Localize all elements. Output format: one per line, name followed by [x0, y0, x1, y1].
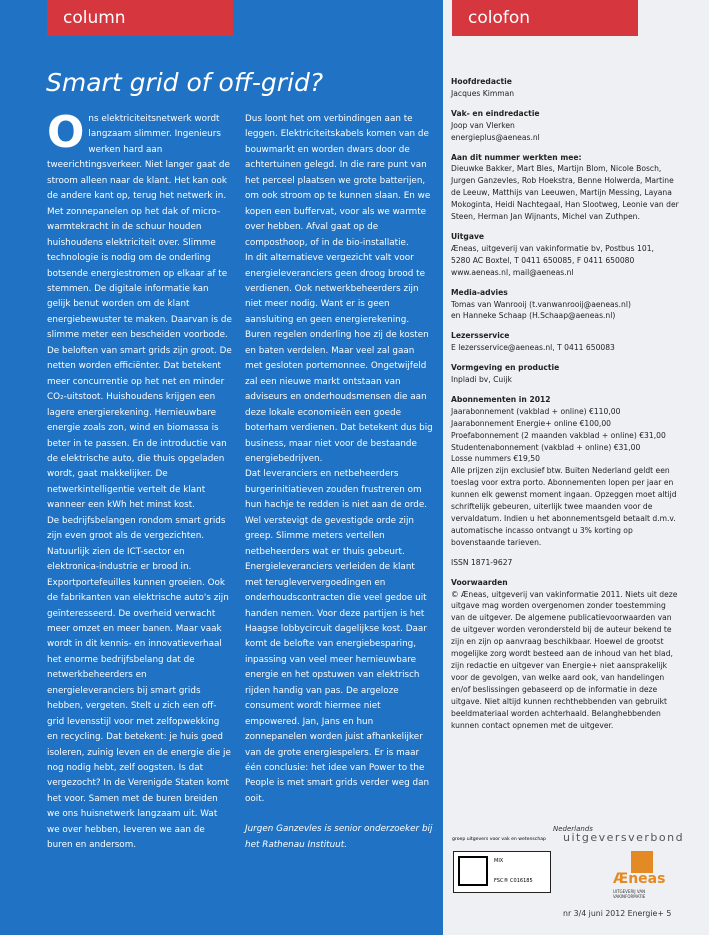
logo-text: groep uitgevers voor vak en wetenschap	[452, 837, 546, 842]
colofon-heading: Hoofdredactie	[451, 77, 512, 86]
colofon-line: Losse nummers €19,50	[451, 454, 540, 464]
logo-text: Æneas	[613, 871, 666, 887]
column-tab: column	[47, 0, 233, 36]
colofon-line: energieplus@aeneas.nl	[451, 132, 540, 142]
colofon-line: Inpladi bv, Cuijk	[451, 375, 512, 385]
colofon-section	[451, 76, 681, 100]
colofon-line: Jaarabonnement Energie+ online €100,00	[451, 418, 611, 428]
colofon-tab: colofon	[452, 0, 638, 36]
colofon-section	[451, 231, 681, 279]
article-column-2	[245, 112, 433, 853]
colofon-line: Joop van Vlerken	[451, 120, 515, 130]
paragraph	[47, 107, 232, 344]
page-footer: nr 3/4 juni 2012 Energie+ 5	[563, 909, 672, 918]
colofon-line: Tomas van Wanrooij (t.vanwanrooij@aeneas.nl)	[451, 299, 631, 309]
author-signature: Jurgen Ganzevles is senior onderzoeker bij het Rathenau Instituut.	[245, 824, 433, 850]
colofon-heading: Vak- en eindredactie	[451, 108, 540, 118]
colofon-line: ISSN 1871-9627	[451, 557, 513, 567]
colofon-heading: Media-advies	[451, 287, 508, 297]
colofon-section	[451, 287, 681, 323]
logo-text: UITGEVERIJ VAN VAKINFORMATIE	[613, 889, 646, 899]
aeneas-icon	[631, 851, 653, 873]
article-column-1	[47, 107, 232, 854]
colofon-heading: Abonnementen in 2012	[451, 394, 551, 404]
colofon-line: Æneas, uitgeverij van vakinformatie bv, Postbus 101,	[451, 243, 654, 253]
colofon-line: Jaarabonnement (vakblad + online) €110,00	[451, 406, 621, 416]
paragraph: De beloften van smart grids zijn groot. De netten worden efficiënter. Dat betekent meer concurrentie op het net en minder CO₂-uitstoot. Huishoudens krijgen een lagere energierekening. Hernieuwbare energie zoals zon, wind en biomassa is beter in te passen. En de introductie van de elektrische auto, die thuis opgeladen wordt, gaat makkelijker. De netwerkintelligentie vertelt de klant wanneer een kWh het minst kost.	[47, 345, 232, 511]
paragraph: Dus loont het om verbindingen aan te leggen. Elektriciteitskabels komen van de bouwmarkt en worden dwars door de achtertuinen gelegd. In die rare punt van het perceel plaatsen we grote batterijen, om ook stroom op te kunnen slaan. En we kopen een buffervat, voor als we warmte over hebben. Afval gaat op de composthoop, of in de bio-installatie.	[245, 114, 431, 248]
logo-text: MIX	[494, 858, 504, 864]
colofon-line: Proefabonnement (2 maanden vakblad + online) €31,00	[451, 430, 666, 440]
logo-text: uitgeversverbond	[563, 831, 685, 844]
colofon-section	[451, 362, 681, 386]
colofon-line: Alle prijzen zijn exclusief btw. Buiten Nederland geldt een toeslag voor extra porto. Abonnementen lopen per jaar en kunnen elk gewenst moment ingaan. Opzeggen moet altijd schriftelijk gebeuren, uiterlijk twee maanden voor de vervaldatum. Indien u het abonnementsgeld betaalt d.m.v. automatische incasso ontvangt u 3% korting op bovenstaande tarieven.	[451, 466, 677, 547]
drop-cap: O	[47, 107, 85, 158]
colofon-line: en Hanneke Schaap (H.Schaap@aeneas.nl)	[451, 311, 616, 321]
colofon-heading: Uitgave	[451, 231, 485, 241]
colofon-line: www.aeneas.nl, mail@aeneas.nl	[451, 267, 574, 277]
colofon-section	[451, 330, 681, 354]
paragraph: Dat leveranciers en netbeheerders burgerinitiatieven zouden frustreren om hun hachje te redden is niet aan de orde. Wel verstevigt de gevestigde orde zijn greep. Slimme meters vertellen netbeheerders wat er thuis gebeurt. Energieleveranciers verleiden de klant met terugleververgoedingen en onderhoudscontracten die veel gedoe uit handen nemen. Voor deze partijen is het Haagse lobbycircuit dagelijkse kost. Daar komt de belofte van energiebesparing, inpassing van veel meer hernieuwbare energie en het opstuwen van elektrisch rijden handig van pas. De argeloze consument wordt hiermee niet empowered. Jan, Jans en hun zonnepanelen worden juist afhankelijker van de grote energiespelers. Er is maar één conclusie: het idee van Power to the People is met smart grids verder weg dan ooit.	[245, 469, 430, 804]
colofon-line: 5280 AC Boxtel, T 0411 650085, F 0411 650080	[451, 255, 635, 265]
colofon-line: Jacques Kimman	[451, 88, 515, 98]
colofon-section	[451, 557, 681, 569]
paragraph: In dit alternatieve vergezicht valt voor energieleveranciers geen droog brood te verdienen. Ook netwerkbeheerders zijn niet meer nodig. Want er is geen aansluiting en geen energierekening. Buren regelen onderling hoe zij de kosten en baten verdelen. Maar veel zal gaan met gesloten portemonnee. Ongetwijfeld zal een nieuwe markt ontstaan van adviseurs en onderhoudsmensen die aan deze lokale economieën een goede boterham verdienen. Dat betekent dus big business, maar niet voor de bestaande energiebedrijven.	[245, 253, 433, 464]
aeneas-logo	[613, 851, 673, 899]
colofon-list	[451, 76, 681, 739]
colofon-heading: Vormgeving en productie	[451, 363, 560, 373]
colofon-section	[451, 577, 681, 732]
colofon-section	[451, 394, 681, 549]
colofon-section	[451, 152, 681, 223]
colofon-line: © Æneas, uitgeverij van vakinformatie 2011. Niets uit deze uitgave mag worden overgenomen zonder toestemming van de uitgever. De algemene publicatievoorwaarden van de uitgever worden verondersteld bij de auteur bekend te zijn en zijn op aanvraag beschikbaar. Hoewel de grootst mogelijke zorg wordt besteed aan de inhoud van het blad, zijn redactie en uitgever van Energie+ niet aansprakelijk voor de gevolgen, van welke aard ook, van handelingen en/of beslissingen gebaseerd op de informatie in deze uitgave. Niet altijd kunnen rechthebbenden van gebruikt beeldmateriaal worden achterhaald. Belanghebbenden kunnen contact opnemen met de uitgever.	[451, 589, 678, 730]
colofon-line: E lezersservice@aeneas.nl, T 0411 650083	[451, 343, 615, 353]
paragraph: De bedrijfsbelangen rondom smart grids zijn even groot als de vergezichten. Natuurlijk zien de ICT-sector en elektronica-industrie er brood in. Exportportefeuilles kunnen groeien. Ook de fabrikanten van elektrische auto's zijn geïnteresseerd. De overheid verwacht meer omzet en meer banen. Maar vaak wordt in dit kennis- en innovatieverhaal het enorme bedrijfsbelang dat de netwerkbeheerders en energieleveranciers bij smart grids hebben, vergeten. Stelt u zich een off-grid levensstijl voor met zelfopwekking en recycling. Dat betekent: je huis goed isoleren, zuinig leven en de energie die je nog nodig hebt, zelf oogsten. Is dat vergezocht? In de Verenigde Staten komt het voor. Samen met de buren breiden we ons huisnetwerk langzaam uit. Wat we over hebben, leveren we aan de buren en andersom.	[47, 515, 231, 851]
colofon-line: Dieuwke Bakker, Mart Bles, Martijn Blom, Nicole Bosch, Jurgen Ganzevles, Rob Hoekstra, Benne Holwerda, Martine de Leeuw, Matthijs van Leeuwen, Martijn Messing, Layana Mokoginta, Heidi Nachtegaal, Han Slootweg, Leonie van der Steen, Herman Jan Wijnants, Michel van Zuthpen.	[451, 164, 679, 222]
colofon-heading: Aan dit nummer werkten mee:	[451, 152, 582, 162]
article-title: Smart grid of off-grid?	[46, 68, 324, 97]
fsc-logo	[453, 851, 551, 893]
colofon-section	[451, 108, 681, 144]
logos-area	[451, 825, 685, 899]
fsc-icon	[458, 856, 488, 886]
colofon-line: Studentenabonnement (vakblad + online) €31,00	[451, 442, 641, 452]
paragraph-text: ns elektriciteitsnetwerk wordt langzaam slimmer. Ingenieurs werken hard aan tweerichtingsverkeer. Niet langer gaat de stroom alleen naar de klant. Het kan ook de andere kant op, terug het netwerk in. Met zonnepanelen op het dak of micro-warmtekracht in de schuur houden huishoudens elektriciteit over. Slimme technologie is nodig om de onderling botsende energiestromen op elkaar af te stemmen. De digitale informatie kan gelijk benut worden om de klant energiebewuster te maken. Daarvan is de slimme meter een bescheiden voorbode.	[47, 114, 232, 341]
logo-text: Nederlands	[553, 825, 593, 833]
uitgeversverbond-logo	[452, 825, 685, 847]
colofon-heading: Voorwaarden	[451, 577, 508, 587]
colofon-heading: Lezersservice	[451, 331, 510, 341]
logo-text: FSC® C016185	[494, 878, 533, 884]
